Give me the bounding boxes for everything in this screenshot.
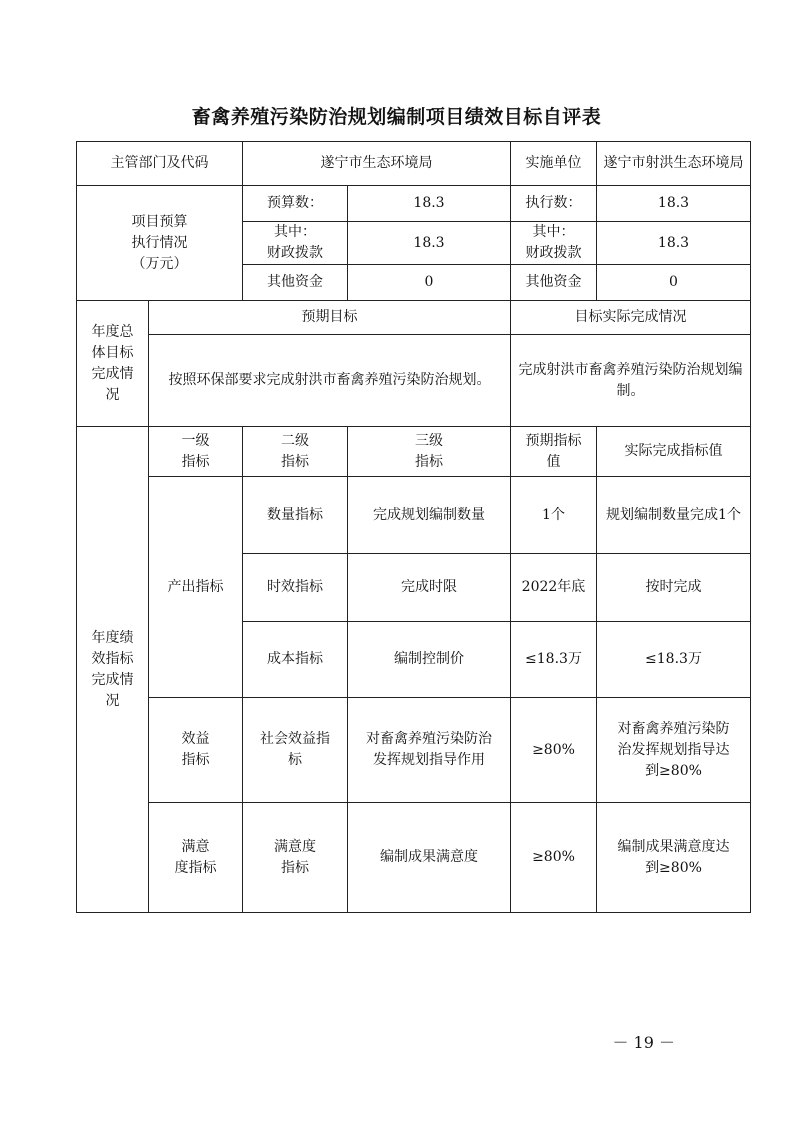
- header-line: 二级: [281, 432, 309, 449]
- impl-value: [597, 142, 751, 186]
- header-line: 指标: [181, 453, 210, 470]
- benefit-line: 治发挥规划指导达: [617, 741, 730, 758]
- budget-amount-label: 预算数：: [243, 186, 348, 222]
- benefit-line: 标: [288, 752, 302, 768]
- dept-value: 遂宁市生态环境局: [243, 142, 511, 186]
- satisfaction-level3: 编制成果满意度: [348, 803, 511, 913]
- cost-indicator: 成本指标: [243, 622, 348, 698]
- level1-header: [149, 427, 243, 477]
- benefit-line: 发挥规划指导作用: [373, 752, 485, 768]
- satisfaction-line: 度指标: [174, 859, 217, 876]
- cost-level3: 编制控制价: [348, 622, 511, 698]
- expected-goal-text: 按照环保部要求完成射洪市畜禽养殖污染防治规划。: [149, 335, 511, 427]
- satisfaction-indicator-label: [149, 803, 243, 913]
- satisfaction-actual: [597, 803, 751, 913]
- budget-line: （万元）: [131, 255, 188, 272]
- annual-goal-line: 体目标: [91, 344, 134, 361]
- fiscal-label-line: 财政拨款: [267, 245, 323, 261]
- header-line: 指标: [415, 453, 443, 470]
- fiscal-label-line: 其中：: [532, 224, 575, 240]
- social-benefit-level3: [348, 698, 511, 803]
- timeliness-expected: 2022年底: [511, 554, 597, 622]
- satisfaction-level2: [243, 803, 348, 913]
- benefit-line: 指标: [181, 752, 210, 768]
- header-line: 值: [546, 453, 561, 470]
- quantity-indicator: 数量指标: [243, 477, 348, 554]
- performance-line: 效指标: [91, 650, 134, 667]
- benefit-line: 效益: [181, 731, 210, 747]
- annual-goal-line: 完成情: [91, 365, 134, 382]
- annual-goal-section-label: [77, 301, 149, 427]
- fiscal-label-line: 其中：: [274, 224, 316, 240]
- budget-section-label: [77, 186, 243, 301]
- page-title: 畜禽养殖污染防治规划编制项目绩效目标自评表: [191, 106, 602, 128]
- satisfaction-line: 指标: [281, 859, 309, 876]
- performance-line: 况: [105, 692, 120, 709]
- satisfaction-expected: ≥80%: [511, 803, 597, 913]
- annual-goal-line: 况: [105, 386, 120, 403]
- fiscal-allocation-value: 18.3: [348, 222, 511, 265]
- header-line: 一级: [181, 432, 210, 449]
- benefit-line: 社会效益指: [260, 731, 330, 747]
- satisfaction-line: 满意度: [274, 838, 316, 855]
- page-number: － 19 －: [612, 1033, 675, 1052]
- dept-label: 主管部门及代码: [77, 142, 243, 186]
- annual-goal-line: 年度总: [91, 323, 134, 340]
- cost-actual: ≤18.3万: [597, 622, 751, 698]
- expected-goal-header: 预期目标: [149, 301, 511, 335]
- satisfaction-line: 到≥80%: [645, 859, 702, 876]
- cost-expected: ≤18.3万: [511, 622, 597, 698]
- social-benefit-expected: ≥80%: [511, 698, 597, 803]
- quantity-actual: 规划编制数量完成1个: [597, 477, 751, 554]
- actual-goal-text: 完成射洪市畜禽养殖污染防治规划编制。: [511, 335, 751, 427]
- header-line: 预期指标: [525, 432, 582, 449]
- level3-header: [348, 427, 511, 477]
- quantity-expected: 1个: [511, 477, 597, 554]
- benefit-line: 对畜禽养殖污染防: [617, 720, 730, 737]
- budget-amount-value: 18.3: [348, 186, 511, 222]
- impl-value-text: 遂宁市射洪生态环境局: [603, 155, 744, 171]
- benefit-indicator-label: [149, 698, 243, 803]
- social-benefit-indicator: [243, 698, 348, 803]
- other-funds-value: 0: [348, 265, 511, 301]
- executed-amount-value: 18.3: [597, 186, 751, 222]
- executed-amount-label: 执行数：: [511, 186, 597, 222]
- fiscal-executed-value: 18.3: [597, 222, 751, 265]
- actual-goal-header: 目标实际完成情况: [511, 301, 751, 335]
- benefit-line: 对畜禽养殖污染防治: [366, 731, 492, 747]
- fiscal-allocation-label: [243, 222, 348, 265]
- timeliness-actual: 按时完成: [597, 554, 751, 622]
- quantity-level3: 完成规划编制数量: [348, 477, 511, 554]
- level2-header: [243, 427, 348, 477]
- header-line: 三级: [415, 432, 443, 449]
- performance-line: 年度绩: [91, 629, 134, 646]
- evaluation-table: [76, 141, 751, 913]
- other-funds-executed-value: 0: [597, 265, 751, 301]
- fiscal-executed-label: [511, 222, 597, 265]
- expected-value-header: [511, 427, 597, 477]
- impl-label: 实施单位: [511, 142, 597, 186]
- satisfaction-line: 满意: [181, 838, 210, 855]
- other-funds-label: 其他资金: [243, 265, 348, 301]
- fiscal-label-line: 财政拨款: [525, 245, 582, 261]
- budget-line: 项目预算: [131, 213, 188, 230]
- performance-line: 完成情: [91, 671, 134, 688]
- header-line: 指标: [281, 453, 309, 470]
- timeliness-indicator: 时效指标: [243, 554, 348, 622]
- output-indicator-label: 产出指标: [149, 477, 243, 698]
- performance-section-label: [77, 427, 149, 913]
- satisfaction-line: 编制成果满意度达: [617, 838, 730, 855]
- timeliness-level3: 完成时限: [348, 554, 511, 622]
- budget-line: 执行情况: [131, 234, 188, 251]
- other-funds-executed-label: 其他资金: [511, 265, 597, 301]
- benefit-line: 到≥80%: [645, 762, 702, 779]
- social-benefit-actual: [597, 698, 751, 803]
- actual-value-header: 实际完成指标值: [597, 427, 751, 477]
